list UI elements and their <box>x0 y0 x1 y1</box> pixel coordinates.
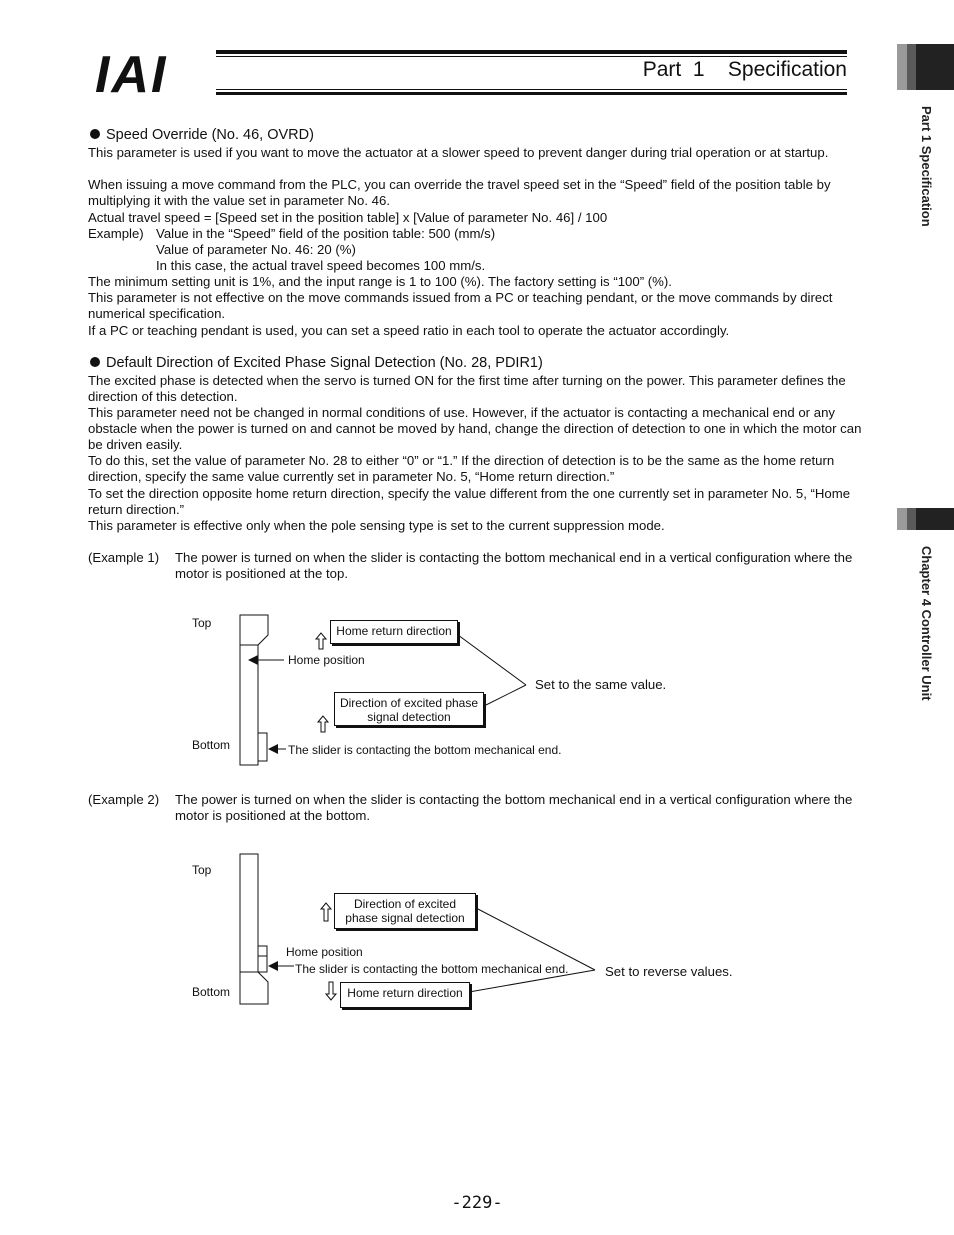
box-text: Direction of excited phase <box>339 696 479 710</box>
formula: Actual travel speed = [Speed set in the position table] x [Value of parameter No. 46] / 100 <box>88 210 608 225</box>
result-same-value: Set to the same value. <box>535 677 667 692</box>
example2-text: The power is turned on when the slider is contacting the bottom mechanical end in a vertical configuration where the motor is positioned at the bottom. <box>175 792 853 824</box>
side-tab-part1 <box>897 44 954 90</box>
page-title: Part 1 Specification <box>642 58 847 81</box>
example-line: In this case, the actual travel speed becomes 100 mm/s. <box>156 258 486 273</box>
paragraph: To do this, set the value of parameter No. 28 to either “0” or “1.” If the direction of detection is to be the same as the home return direction, specify the same value currently set in parameter No. 5, “Home return direction.” <box>88 453 835 485</box>
bullet-icon <box>90 129 100 139</box>
page-number: -229- <box>451 1193 503 1213</box>
box-home-return-direction <box>330 620 458 644</box>
paragraph: This parameter need not be changed in normal conditions of use. However, if the actuator is contacting a mechanical end or any obstacle when the power is turned on and cannot be moved by hand, change the direction of detection to one in which the motor can be driven easily. <box>88 405 862 453</box>
result-reverse-values: Set to reverse values. <box>605 964 733 979</box>
connector-line <box>458 635 526 685</box>
box-text: Home return direction <box>347 986 463 1000</box>
label-bottom: Bottom <box>192 738 231 752</box>
slider-note: The slider is contacting the bottom mechanical end. <box>295 962 569 976</box>
paragraph: This parameter is used if you want to move the actuator at a slower speed to prevent danger during trial operation or at startup. <box>88 145 829 160</box>
paragraph: This parameter is effective only when the pole sensing type is set to the current suppression mode. <box>88 518 665 533</box>
connector-line <box>486 685 526 705</box>
example1-label: (Example 1) <box>88 550 160 565</box>
section-heading-pdir1 <box>90 355 543 371</box>
example-label: Example) <box>88 226 144 241</box>
label-bottom: Bottom <box>192 985 231 999</box>
bullet-icon <box>90 357 100 367</box>
paragraph: When issuing a move command from the PLC, you can override the travel speed set in the “Speed” field of the position table by multiplying it with the value set in parameter No. 46. <box>88 177 831 209</box>
label-top: Top <box>192 863 212 877</box>
header-rule-bottom <box>216 92 847 95</box>
slider-note: The slider is contacting the bottom mechanical end. <box>288 743 562 757</box>
side-tab-chapter4 <box>897 508 954 530</box>
slider-block <box>258 733 267 761</box>
box-text: signal detection <box>367 710 451 724</box>
paragraph: If a PC or teaching pendant is used, you can set a speed ratio in each tool to operate the actuator accordingly. <box>88 323 730 338</box>
paragraph: The minimum setting unit is 1%, and the input range is 1 to 100 (%). The factory setting is “100” (%). <box>88 274 672 289</box>
slider-arrow <box>268 961 278 971</box>
box-text: Direction of excited <box>353 897 457 911</box>
label-home-position: Home position <box>288 653 365 667</box>
box-home-return-direction <box>340 982 470 1008</box>
example-line: Value of parameter No. 46: 20 (%) <box>156 242 356 257</box>
box-text: Home return direction <box>336 624 452 638</box>
paragraph: This parameter is not effective on the move commands issued from a PC or teaching pendant, or the move commands by direct numerical specification. <box>88 290 833 322</box>
iai-logo <box>95 50 213 96</box>
example-line: Value in the “Speed” field of the position table: 500 (mm/s) <box>156 226 496 241</box>
heading-text: Default Direction of Excited Phase Signal Detection (No. 28, PDIR1) <box>106 355 543 371</box>
section-heading-speed-override <box>90 127 314 143</box>
header-rule-bottom-thin <box>216 89 847 90</box>
actuator-outline <box>240 854 268 1004</box>
home-position-arrow <box>248 655 258 665</box>
paragraph: To set the direction opposite home return direction, specify the value different from the one currently set in parameter No. 5, “Home return direction.” <box>88 486 851 518</box>
label-top: Top <box>192 616 212 630</box>
connector-line <box>476 908 595 970</box>
box-text: phase signal detection <box>345 911 465 925</box>
heading-text: Speed Override (No. 46, OVRD) <box>106 127 314 143</box>
slider-block <box>258 946 267 972</box>
header-rule-top <box>216 50 847 54</box>
up-arrow-icon <box>316 633 326 649</box>
up-arrow-icon <box>318 716 328 732</box>
side-label-chapter4: Chapter 4 Controller Unit <box>919 546 934 701</box>
box-excited-phase-direction <box>334 893 476 929</box>
example1-text: The power is turned on when the slider is contacting the bottom mechanical end in a vertical configuration where the motor is positioned at the top. <box>175 550 853 582</box>
paragraph: The excited phase is detected when the servo is turned ON for the first time after turning on the power. This parameter defines the direction of this detection. <box>88 373 846 405</box>
label-home-position: Home position <box>286 945 363 959</box>
side-label-part1: Part 1 Specification <box>919 106 934 227</box>
logo-text: IAI <box>95 50 168 96</box>
up-arrow-icon <box>321 903 331 921</box>
down-arrow-icon <box>326 982 336 1000</box>
example2-label: (Example 2) <box>88 792 160 807</box>
box-excited-phase-direction <box>334 692 484 726</box>
header-rule-top-thin <box>216 56 847 57</box>
slider-arrow <box>268 744 278 754</box>
